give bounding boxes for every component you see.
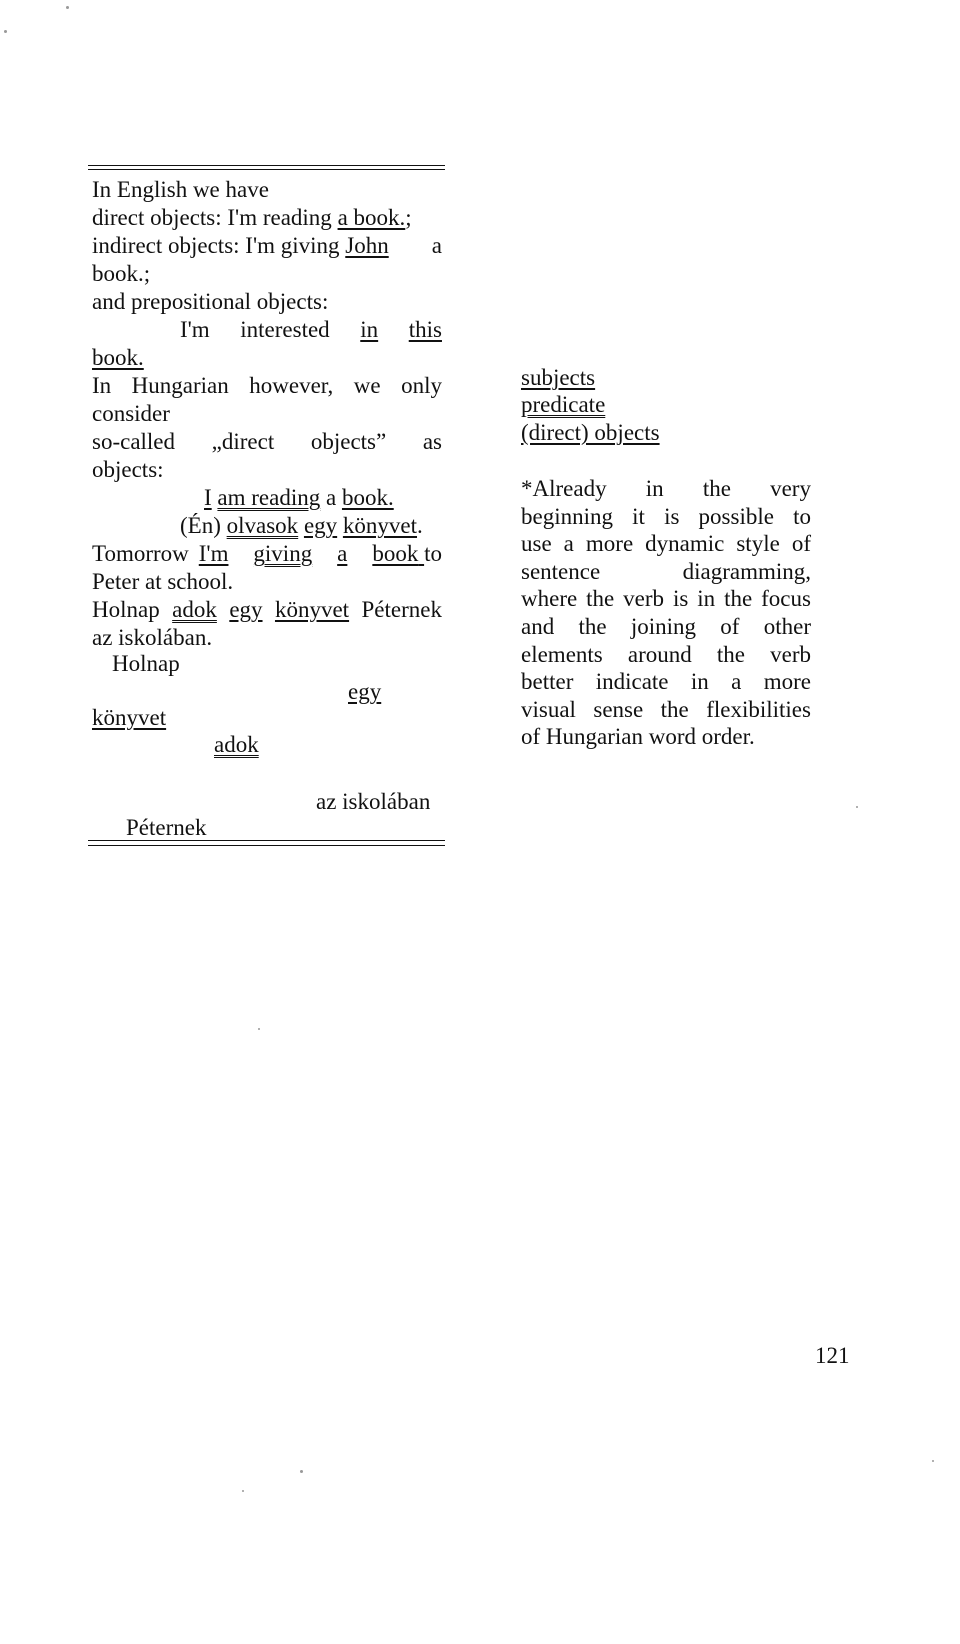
- bottom-rule: [88, 840, 445, 841]
- ex2-object: könyvet: [342, 513, 418, 538]
- legend-subjects: subjects: [521, 365, 596, 390]
- example-1: I am reading a book.: [184, 486, 394, 509]
- scan-speck: [856, 806, 858, 808]
- diagram-adok: adok: [214, 732, 259, 757]
- ex3-verb: giving: [253, 541, 313, 566]
- scan-speck: [66, 6, 69, 9]
- ex4-verb: adok: [172, 597, 217, 622]
- legend-objects: (direct) objects: [521, 420, 660, 445]
- example-3-line-2: Peter at school.: [92, 569, 234, 594]
- direct-object-example: a book.: [337, 205, 406, 230]
- diagram-egy: egy: [348, 679, 382, 704]
- example-4-line-2: az iskolában.: [92, 625, 213, 650]
- note-line: sentence diagramming,: [521, 558, 811, 584]
- prepositional-example: I'm interested in this: [180, 317, 442, 342]
- page-number: 121: [815, 1343, 850, 1368]
- ex1-object: book.: [341, 485, 394, 510]
- scan-speck: [4, 30, 7, 33]
- bottom-rule-2: [88, 845, 445, 846]
- note-line: where the verb is in the focus: [521, 586, 811, 612]
- scan-speck: [242, 1490, 244, 1492]
- indirect-object-example: John: [345, 233, 389, 258]
- intro-line: In English we have: [92, 177, 269, 202]
- scan-speck: [300, 1470, 303, 1473]
- note-line: elements around the verb: [521, 641, 811, 667]
- ex3-object: book: [372, 541, 419, 566]
- scan-speck: [258, 1028, 260, 1030]
- objects-line: objects:: [92, 457, 164, 482]
- indirect-objects-line: indirect objects: I'm giving John a: [92, 233, 442, 258]
- example-4: Holnap adok egy könyvet Péternek: [92, 597, 442, 622]
- direct-objects-line: direct objects: I'm reading a book.;: [92, 205, 412, 230]
- legend-predicate: predicate: [521, 392, 606, 417]
- example-3: Tomorrow I'm giving a book to: [92, 541, 442, 566]
- diagram-iskolaban: az iskolában: [316, 789, 431, 814]
- diagram-peternek: Péternek: [126, 815, 207, 840]
- note-line: visual sense the flexibilities: [521, 696, 811, 722]
- ex4-object: könyvet: [274, 597, 350, 622]
- ex1-subject: I: [204, 485, 212, 510]
- note-line: *Already in the very: [521, 476, 811, 501]
- ex2-verb: olvasok: [226, 513, 299, 538]
- hungarian-line-2: consider: [92, 401, 170, 426]
- scan-speck: [932, 1460, 934, 1462]
- note-line-last: of Hungarian word order.: [521, 724, 755, 750]
- ex1-verb: am reading: [217, 485, 321, 510]
- note-line: beginning it is possible to: [521, 503, 811, 529]
- note-line: better indicate in a more: [521, 669, 811, 695]
- top-rule-2: [88, 169, 445, 170]
- socalled-line: so-called „direct objects” as: [92, 429, 442, 454]
- example-2: (Én) olvasok egy könyvet.: [180, 513, 423, 538]
- diagram-holnap: Holnap: [112, 651, 180, 676]
- ex3-subject: I'm: [198, 541, 229, 566]
- hungarian-line-1: In Hungarian however, we only: [92, 373, 442, 398]
- indirect-objects-line-2: book.;: [92, 261, 151, 286]
- prepositional-example-2: book.: [92, 345, 144, 370]
- note-line: and the joining of other: [521, 613, 811, 639]
- note-line: use a more dynamic style of: [521, 531, 811, 557]
- note-paragraph: [521, 476, 811, 752]
- prepositional-label: and prepositional objects:: [92, 289, 329, 314]
- diagram-konyvet: könyvet: [92, 705, 167, 730]
- top-rule: [88, 165, 445, 166]
